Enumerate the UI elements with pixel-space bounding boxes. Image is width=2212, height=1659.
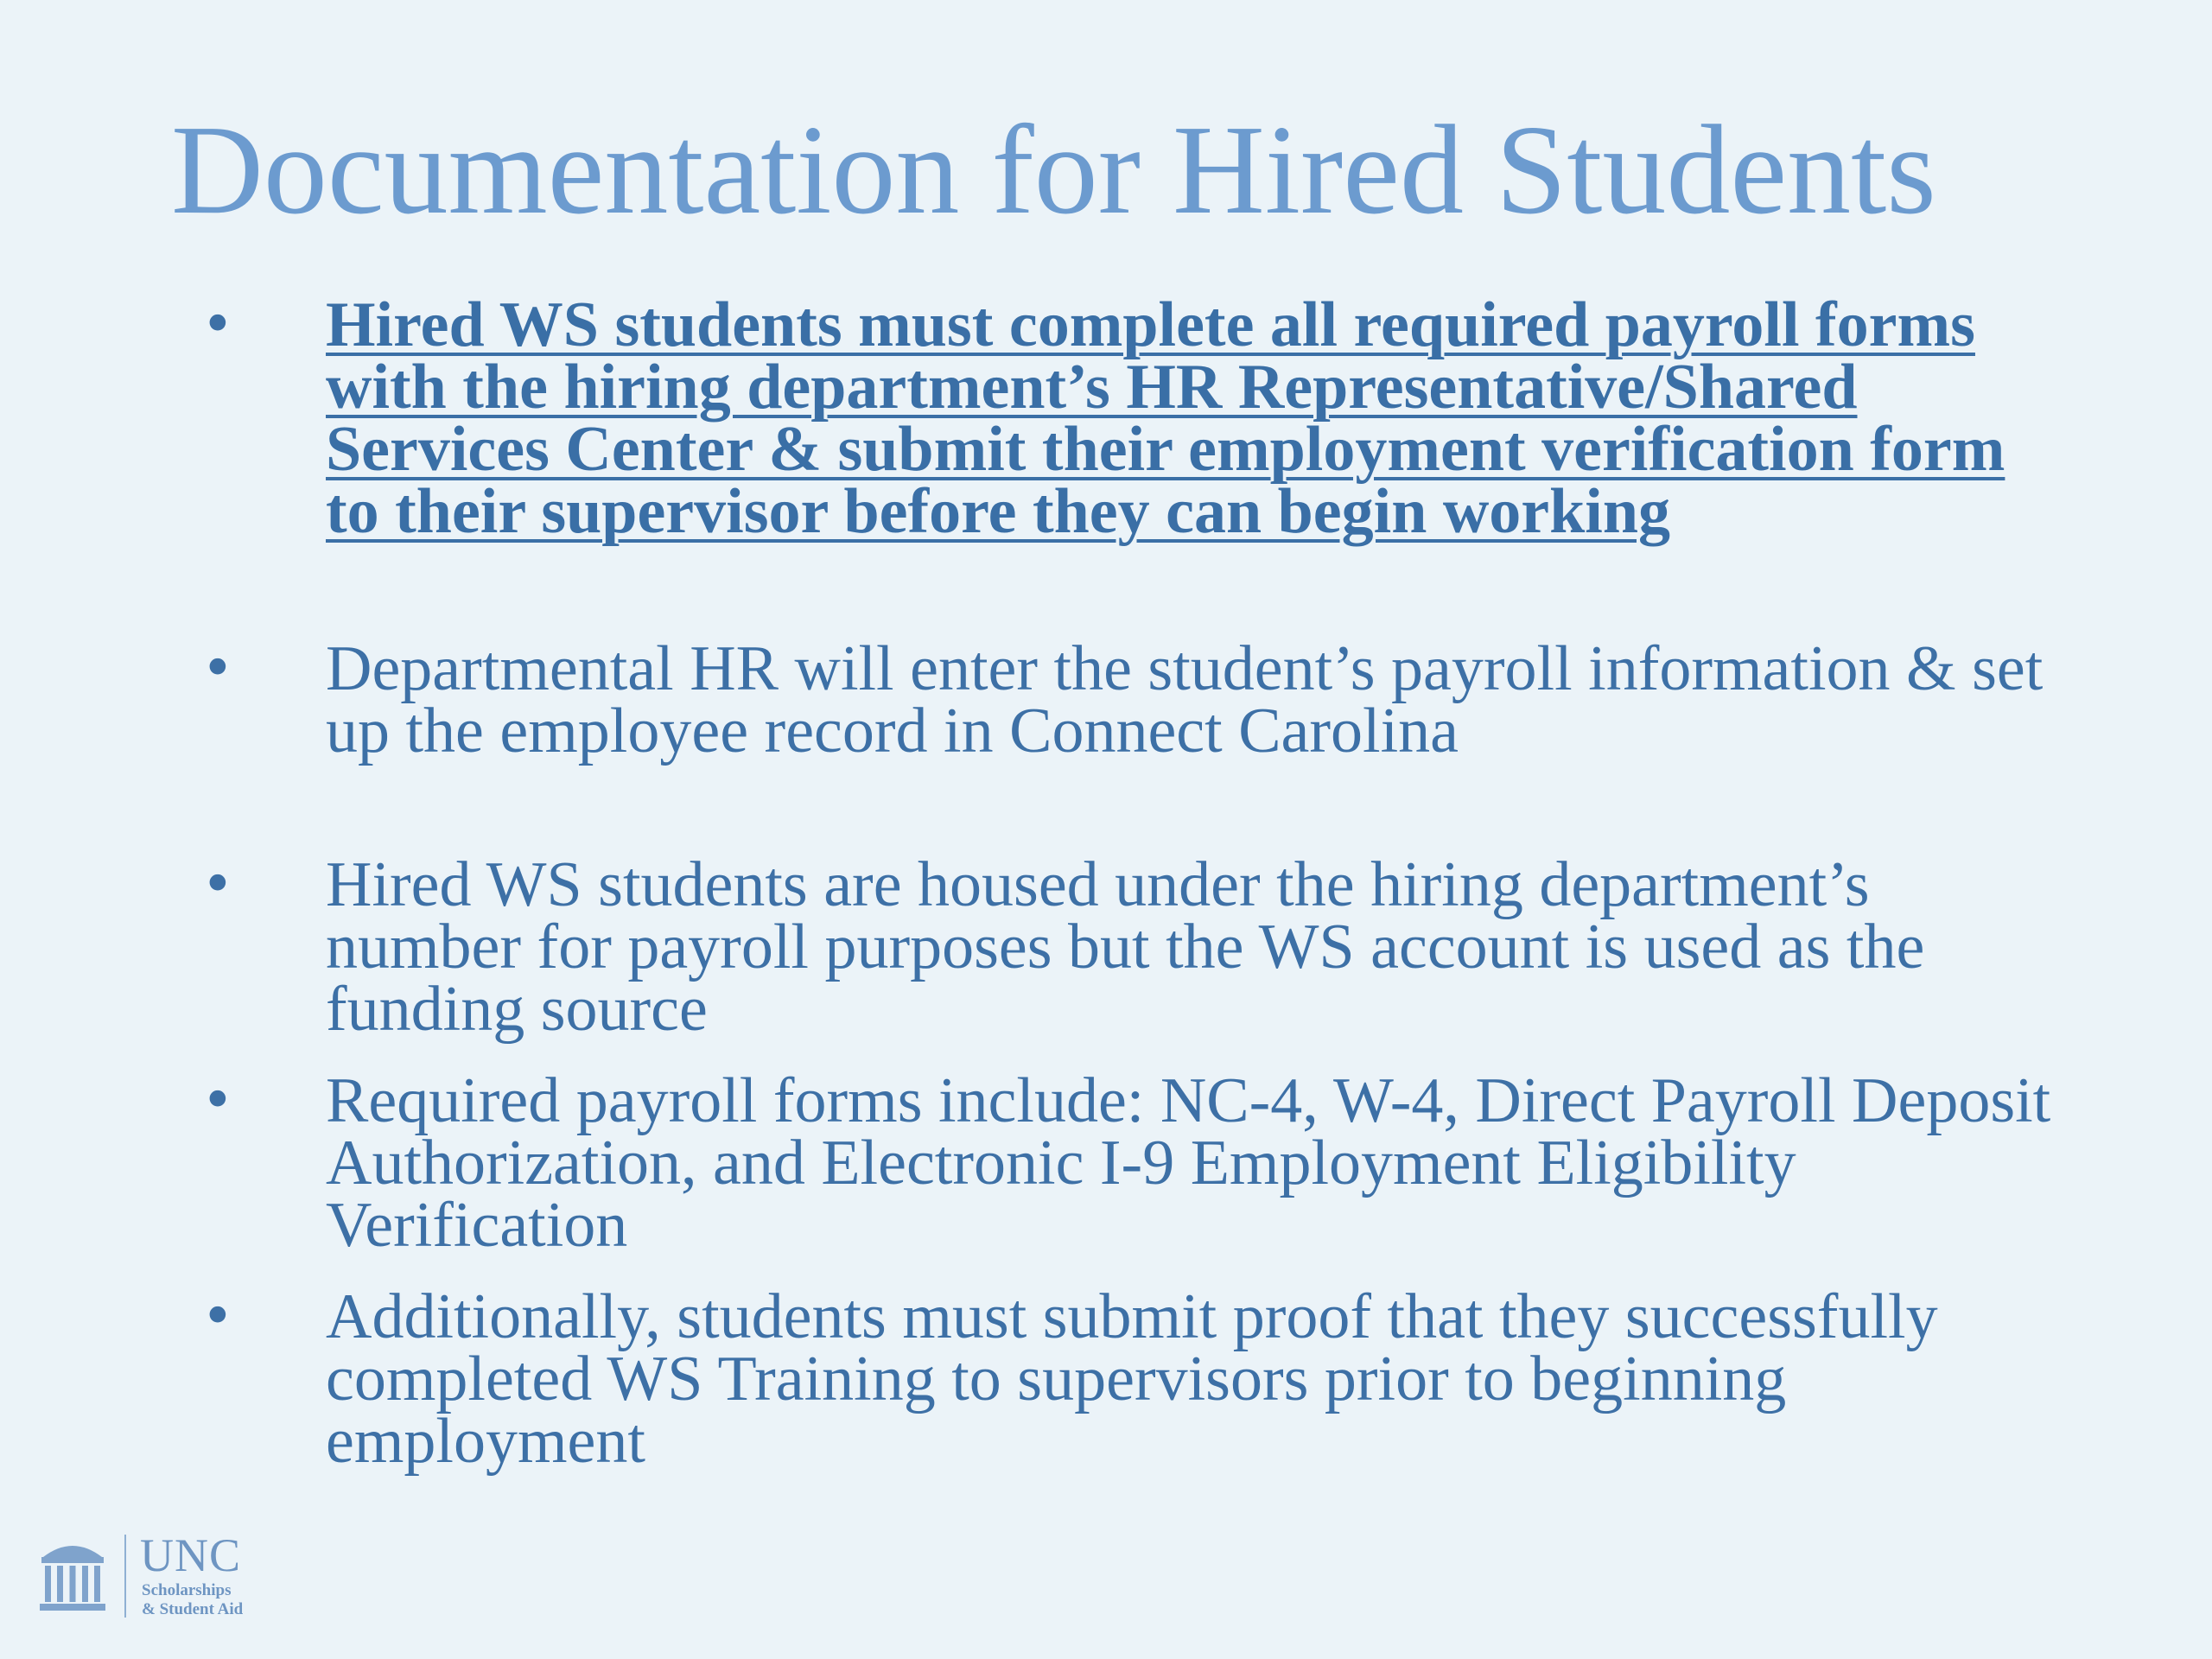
bullet-text-emphasized: Hired WS students must complete all required payroll forms with the hiring department’s HR Representative/Shared Services Center & submit their employment verification form to their supervisor before they can begin working [326,289,2005,547]
bullet-marker: • [201,293,234,357]
unc-logo [38,1528,280,1623]
bullet-text: Departmental HR will enter the student’s payroll information & set up the employee record in Connect Carolina [326,633,2044,766]
logo-divider [124,1535,126,1618]
logo-unc-text: UNC [140,1529,242,1581]
logo-subtitle-line1: Scholarships [142,1581,232,1599]
bullet-marker: • [201,637,234,701]
bullet-marker: • [201,1285,234,1349]
slide-title: Documentation for Hired Students [171,99,1936,241]
bullet-text: Required payroll forms include: NC-4, W-4, Direct Payroll Deposit Authorization, and Electronic I-9 Employment Eligibility Verification [326,1065,2051,1261]
bullet-marker: • [201,853,234,917]
bullet-text: Additionally, students must submit proof that they successfully completed WS Training to supervisors prior to beginning employment [326,1281,1938,1477]
old-well-icon [38,1535,107,1614]
logo-subtitle-line2: & Student Aid [142,1600,244,1618]
bullet-text: Hired WS students are housed under the hiring department’s number for payroll purposes but the WS account is used as the funding source [326,849,1925,1045]
bullet-marker: • [201,1069,234,1133]
